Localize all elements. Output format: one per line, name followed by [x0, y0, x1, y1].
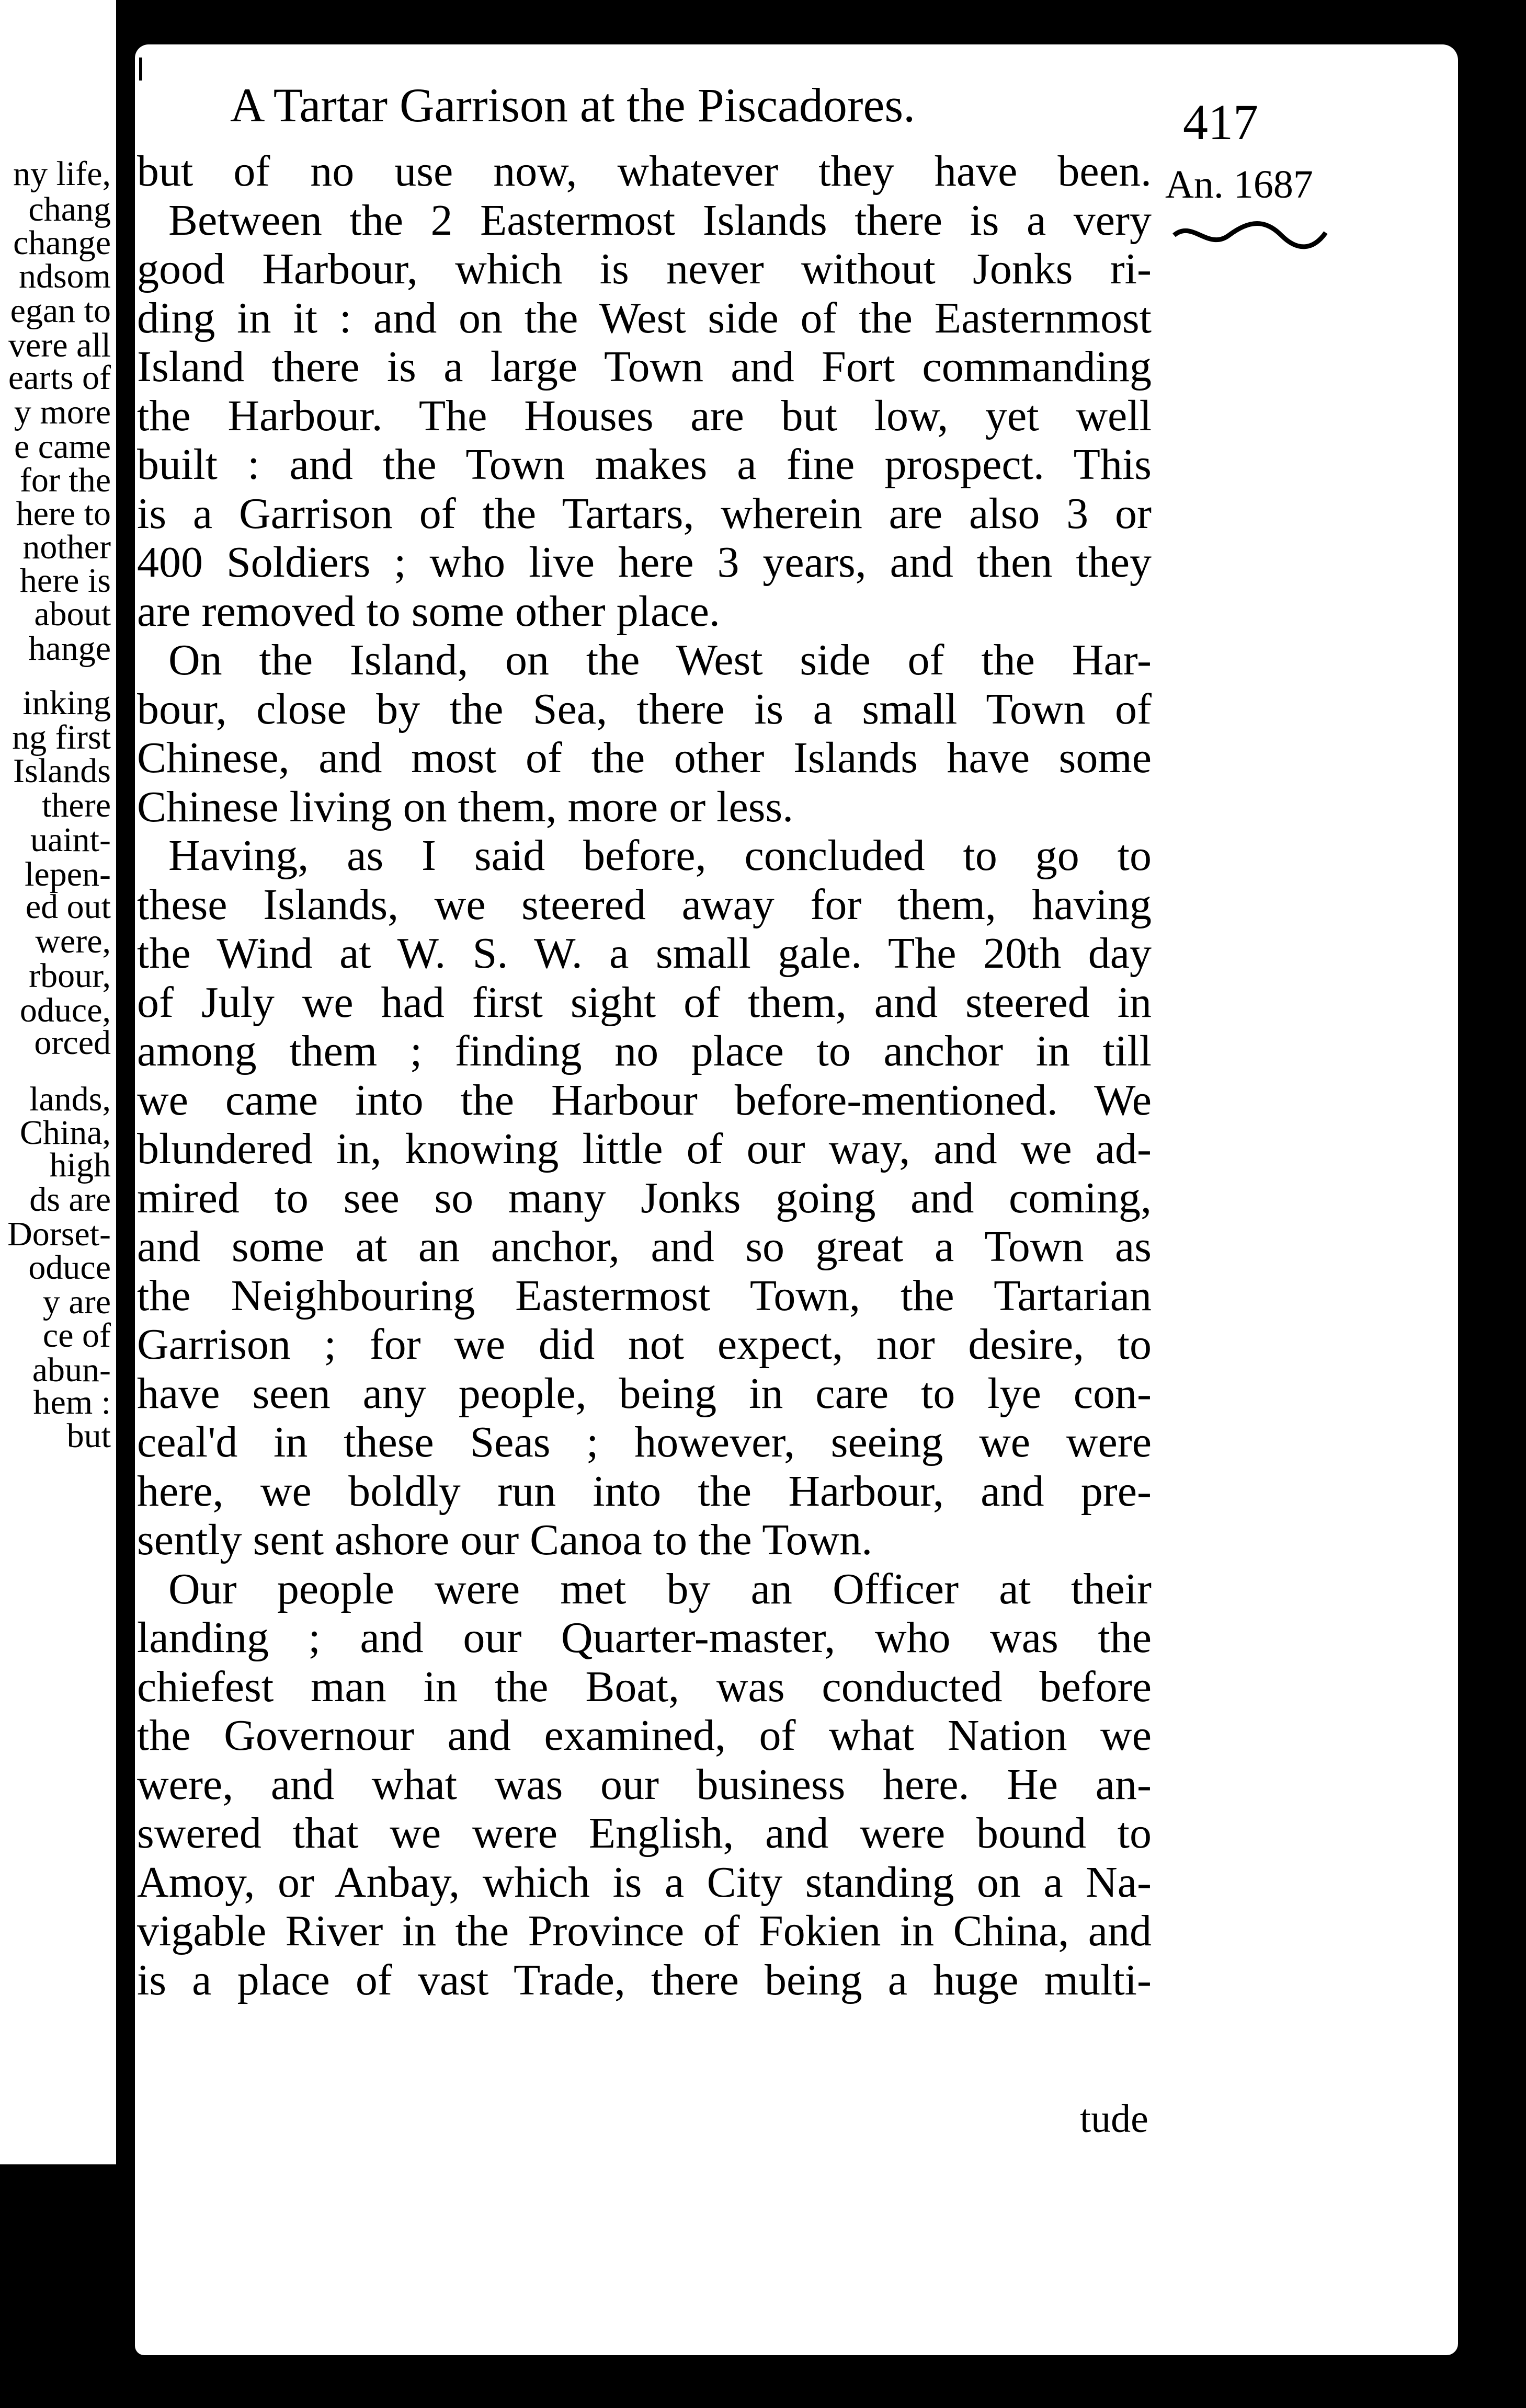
margin-fragment: lepen-: [25, 855, 111, 893]
margin-fragment: Islands: [13, 752, 111, 790]
margin-fragment: ny life,: [13, 155, 111, 193]
text-line: and some at an anchor, and so great a Town as: [137, 1222, 1152, 1271]
margin-fragment: were,: [35, 922, 111, 960]
text-line: Chinese living on them, more or less.: [137, 782, 794, 831]
text-line: Our people were met by an Officer at their: [168, 1564, 1152, 1613]
margin-fragment: Dorset-: [7, 1215, 111, 1253]
margin-fragment: but: [66, 1417, 111, 1455]
margin-fragment: uaint-: [30, 821, 111, 859]
text-line: the Wind at W. S. W. a small gale. The 20th day: [137, 929, 1152, 978]
text-line: Garrison ; for we did not expect, nor desire, to: [137, 1320, 1152, 1369]
margin-fragment: high: [49, 1146, 111, 1184]
text-line: we came into the Harbour before-mentioned. We: [137, 1075, 1152, 1125]
margin-fragment: hem :: [33, 1383, 111, 1421]
catchword: tude: [1080, 2097, 1148, 2141]
text-line: Chinese, and most of the other Islands have some: [137, 733, 1152, 782]
margin-fragment: ds are: [29, 1180, 111, 1219]
page-number: 417: [1183, 94, 1258, 150]
margin-fragment: ce of: [42, 1316, 111, 1355]
margin-fragment: abun-: [32, 1351, 111, 1389]
margin-fragment: here is: [19, 561, 111, 600]
running-title: A Tartar Garrison at the Piscadores.: [230, 78, 916, 132]
text-line: are removed to some other place.: [137, 587, 720, 636]
margin-fragment: oduce,: [19, 991, 111, 1029]
text-line: mired to see so many Jonks going and coming,: [137, 1173, 1152, 1222]
margin-fragment: hange: [28, 629, 111, 668]
margin-year-note: An. 1687: [1165, 163, 1313, 207]
text-line: is a place of vast Trade, there being a huge multi-: [137, 1955, 1152, 2004]
text-line: among them ; finding no place to anchor in till: [137, 1027, 1152, 1075]
text-line: Island there is a large Town and Fort commanding: [137, 342, 1152, 391]
margin-fragment: ndsom: [18, 257, 111, 295]
margin-fragment: here to: [16, 495, 111, 533]
text-line: the Neighbouring Eastermost Town, the Tartarian: [137, 1271, 1152, 1320]
margin-fragment: earts of: [8, 359, 111, 397]
text-line: On the Island, on the West side of the Har-: [168, 636, 1152, 684]
text-line: Amoy, or Anbay, which is a City standing on a Na-: [137, 1857, 1152, 1907]
margin-fragment: chang: [28, 190, 111, 228]
margin-fragment: about: [34, 595, 111, 633]
margin-fragment: lands,: [29, 1080, 111, 1118]
text-line: ceal'd in these Seas ; however, seeing we were: [137, 1418, 1152, 1466]
facing-page-fragment: [0, 0, 116, 2164]
margin-fragment: China,: [19, 1114, 111, 1152]
margin-fragment: there: [42, 786, 111, 824]
text-line: these Islands, we steered away for them, having: [137, 880, 1152, 929]
text-line: ding in it : and on the West side of the Easternmost: [137, 293, 1152, 342]
text-line: Between the 2 Eastermost Islands there is a very: [168, 196, 1152, 245]
text-line: have seen any people, being in care to lye con-: [137, 1369, 1152, 1418]
text-line: were, and what was our business here. He an-: [137, 1760, 1152, 1809]
text-line: bour, close by the Sea, there is a small Town of: [137, 684, 1152, 733]
text-line: is a Garrison of the Tartars, wherein are also 3 or: [137, 489, 1152, 538]
margin-fragment: egan to: [10, 292, 111, 330]
printer-mark: [139, 58, 142, 81]
text-line: blundered in, knowing little of our way, and we ad-: [137, 1125, 1152, 1173]
text-line: the Harbour. The Houses are but low, yet well: [137, 391, 1152, 440]
text-line: Having, as I said before, concluded to go to: [168, 831, 1152, 880]
text-line: chiefest man in the Boat, was conducted before: [137, 1662, 1152, 1711]
text-line: 400 Soldiers ; who live here 3 years, and then they: [137, 538, 1152, 587]
margin-fragment: change: [13, 224, 111, 262]
margin-fragment: ng first: [12, 718, 111, 756]
margin-fragment: e came: [14, 428, 111, 466]
flourish-ornament: [1171, 214, 1328, 256]
margin-fragment: ed out: [25, 888, 111, 926]
text-line: here, we boldly run into the Harbour, and pre-: [137, 1466, 1152, 1516]
margin-fragment: vere all: [8, 326, 111, 364]
text-line: built : and the Town makes a fine prospect. This: [137, 440, 1152, 489]
text-line: good Harbour, which is never without Jonks ri-: [137, 245, 1152, 293]
text-line: landing ; and our Quarter-master, who was the: [137, 1613, 1152, 1662]
margin-fragment: oduce: [28, 1248, 111, 1287]
text-line: of July we had first sight of them, and steered in: [137, 978, 1152, 1027]
margin-fragment: nother: [22, 528, 111, 566]
text-line: sently sent ashore our Canoa to the Town.: [137, 1516, 873, 1564]
text-line: the Governour and examined, of what Nation we: [137, 1711, 1152, 1760]
text-line: but of no use now, whatever they have been.: [137, 147, 1152, 196]
margin-fragment: for the: [19, 461, 111, 499]
text-line: vigable River in the Province of Fokien in China, and: [137, 1907, 1152, 1955]
margin-fragment: y are: [42, 1283, 111, 1321]
margin-fragment: inking: [22, 684, 111, 722]
margin-fragment: orced: [34, 1024, 111, 1062]
margin-fragment: y more: [14, 393, 111, 431]
margin-fragment: rbour,: [29, 957, 111, 995]
text-line: swered that we were English, and were bound to: [137, 1809, 1152, 1857]
